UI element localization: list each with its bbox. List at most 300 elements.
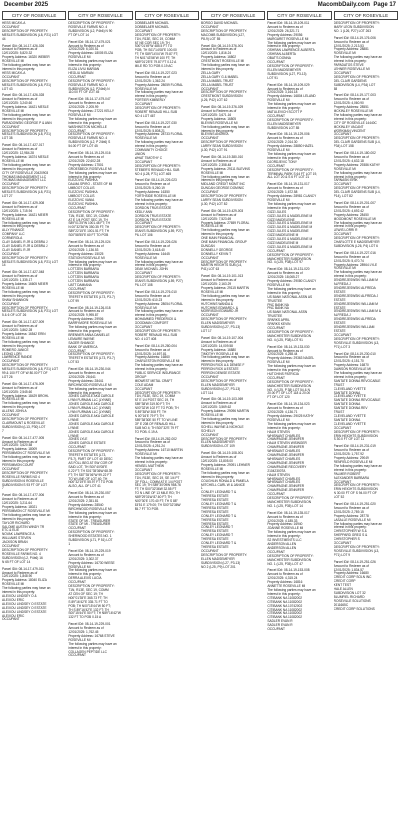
notice-line: Amount to Redeem as of	[201, 278, 237, 283]
notice-line: DESCRIPTION OF PROPERTY:	[201, 259, 248, 264]
notice-line: 12/01/2025: 2,789.15	[333, 509, 364, 514]
notice-line: interest in this property:	[134, 144, 168, 149]
notice-line: JONES CAROLE AKA CAROLE	[68, 421, 114, 426]
notice-line: LOTTZEN BARBARA	[68, 267, 99, 272]
notice-line: Parcel ID#: 08-14-19-108-001	[201, 451, 244, 456]
notice-line: SUBDIVISION (L2, P4b6) N 90	[68, 28, 113, 33]
notice-line: SADLER EVAN R	[267, 623, 293, 628]
notice-line: OCCUPANT	[134, 386, 153, 391]
notice-line: MACOMB SUBDIVISION (L27,	[201, 32, 245, 37]
notice-line: DESCRIPTION OF PROPERTY:	[267, 553, 314, 558]
notice-line: DEL CLAIR GARDENS SUB (L4,	[333, 140, 381, 145]
notice-line: DESCRIPTION OF PROPERTY:	[333, 545, 380, 549]
notice-line: interest in this property:	[201, 359, 235, 364]
notice-line: 12/01/2025: 4,632.18	[333, 158, 364, 163]
notice-line: OCCUPANT	[201, 432, 219, 437]
notice-line: NO. 1 (L25, P35) LOT 14	[267, 503, 303, 508]
notice-line: Amount to Redeem as of	[68, 101, 104, 106]
notice-line: LOT 38	[2, 136, 13, 141]
notice-line: AT CEN OF SEC 19; TH	[68, 591, 103, 596]
notice-line: JONES CAROLE ESTATE	[68, 441, 106, 446]
notice-line: interest in this property:	[333, 224, 367, 229]
notice-line: Parcel ID#: 08-14-19-101-013	[201, 274, 244, 279]
notice-line: GIZZI MADELEINE	[267, 217, 295, 222]
notice-line: ANDERSON ALLEN	[267, 545, 297, 550]
notice-line: ANDERSON ALLEN	[267, 542, 297, 546]
notice-line: Property Address: 28964 LYLE	[333, 262, 378, 267]
notice-line: OBAT'S DONNA	[267, 56, 291, 61]
column-header: CITY OF ROSEVILLE	[2, 11, 66, 20]
notice-line: AS FOLL BEG AT SW COR OF	[68, 460, 113, 465]
notice-line: S89°01'25"W 1001.48 FT; TH	[68, 221, 110, 226]
notice-line: KENT TEST	[333, 583, 352, 588]
notice-line: Amount to Redeem as of	[333, 448, 369, 453]
notice-line: OCCUPANT	[201, 374, 219, 379]
notice-line: Parcel ID#: 08-14-19-282-002	[134, 436, 177, 441]
notice-line: CREDIT CORP	[333, 579, 356, 584]
notice-line: 54.00 FT OF LOT 45	[68, 144, 98, 149]
notice-line: OCCUPANT	[68, 580, 86, 585]
notice-line: OCCUPANT	[333, 182, 352, 187]
notice-line: Amount to Redeem as of	[333, 39, 369, 44]
notice-line: Parcel ID#: 08-14-19-176-006	[333, 35, 376, 40]
notice-line: Amount to Redeem as of	[267, 136, 303, 141]
notice-line: Parcel ID#: 08-14-19-129-024	[68, 240, 111, 245]
notice-line: Property Address: 16804 LELAND	[267, 94, 316, 99]
notice-line: CLAIRMOUNT & ROSEVILLE	[2, 420, 45, 425]
notice-line: 12/01/2025: 4,185.33	[267, 518, 298, 523]
notice-line: BLUMFIEL RICHARD	[333, 594, 365, 599]
notice-line: 53'51 E 179.00; TH S00°32'36W	[134, 502, 181, 507]
notice-line: SALOME AUSTIN WINDY TR	[2, 524, 45, 529]
notice-line: 12/01/2025: 2,163.29	[201, 282, 232, 287]
notice-line: interest in this property:	[2, 166, 36, 171]
notice-line: The following parties may have an	[2, 586, 51, 591]
notice-line: CHAMPAGNE RECOVERY	[267, 464, 307, 469]
notice-line: DESCRIPTION OF PROPERTY:	[134, 225, 181, 230]
notice-line: SANTATE DONNA REVOCABLE	[333, 378, 381, 383]
notice-line: interest in this property:	[267, 534, 301, 539]
notice-line: DESCRIPTION OF PROPERTY:	[201, 378, 248, 383]
notice-line: The following parties may have an	[134, 90, 184, 95]
notice-line: interest in this property:	[267, 425, 301, 430]
notice-line: GIZZI JULES & MADELEINE M	[267, 237, 313, 242]
notice-line: ROSEVILLE MI	[68, 637, 91, 642]
notice-line: CHRISTOPHER W S &	[333, 529, 367, 534]
notice-line: 12/01/2025: 1,816.24	[201, 51, 232, 56]
notice-line: 12/01/2025: 9,995.87	[68, 313, 99, 318]
notice-line: ZELLA MABEL TRUST	[201, 78, 234, 83]
notice-line: TARNASKI ERIK	[333, 178, 358, 183]
notice-line: CLEVELAND YVETTE	[333, 394, 366, 399]
notice-line: The following parties may have an	[134, 259, 184, 264]
notice-line: 1	[68, 542, 71, 546]
notice-line: DESCRIPTION OF PROPERTY:	[267, 252, 314, 257]
notice-line: interest in this property:	[68, 263, 102, 268]
notice-line: Property Address: 29025 KATHY	[267, 414, 314, 418]
notice-line: interest in this property:	[201, 128, 235, 133]
notice-line: N00°32'W 102 FT TO POB; TH	[134, 406, 179, 411]
notice-line: Property Address: 28054 FLORAL	[134, 301, 184, 306]
notice-line: LEWIS LORRI R	[333, 228, 358, 233]
legal-notice	[135, 291, 199, 342]
notice-line: S00°15'44"E 50 FT; TH N89°16'42"W	[68, 611, 121, 616]
notice-line: OCCUPANT	[134, 28, 153, 33]
notice-line: Property Address: 18005 ELIZA	[68, 51, 114, 56]
notice-line: CITIBANK NA 11082002	[267, 607, 302, 612]
notice-line: FT; TH S00°32'36W 32.55 FT	[134, 487, 177, 492]
notice-line: 12/01/2025: 13,805.00	[201, 459, 233, 464]
notice-line: ROSEVILLE MI	[2, 59, 25, 64]
notice-line: P71) LOT 9	[333, 552, 351, 557]
notice-line: HESS MICAYLA	[2, 70, 26, 75]
notice-line: The following parties may have an	[333, 55, 383, 60]
notice-line: ROSEVILLE MI	[201, 413, 224, 418]
notice-line: Property Address: 16605 MEIER	[2, 282, 49, 287]
notice-line: GORDON TRUS ESTATE	[134, 205, 172, 210]
notice-line: interest in this property:	[134, 263, 168, 268]
legal-notice	[334, 37, 398, 92]
legal-notice	[267, 346, 331, 401]
notice-line: 12/01/2025: 610.23	[134, 297, 163, 302]
notice-line: RENFIELD ROSEVILLE MI	[333, 459, 373, 464]
notice-line: ESTATE	[333, 297, 346, 302]
notice-line: ROSEVILLE MI	[267, 360, 290, 365]
notice-line: THERESA ESTATE	[201, 521, 229, 526]
notice-line: T1N, R13E, SEC 19, COMM	[68, 587, 109, 592]
notice-line: OCCUPANT	[201, 313, 219, 318]
notice-line: DESCRIPTION OF PROPERTY:	[68, 21, 115, 25]
notice-line: ELEZOVIC VANIA	[68, 197, 95, 202]
notice-line: HALM STEVEN	[267, 472, 290, 477]
notice-column	[334, 11, 398, 837]
notice-line: The following parties may have an	[134, 309, 184, 314]
notice-line: The following parties may have an	[2, 220, 51, 225]
notice-line: The following parties may have an	[201, 293, 250, 298]
notice-line: The following parties may have an	[267, 152, 316, 156]
notice-line: LOTTZEN BARBARA	[68, 279, 99, 284]
notice-line: ELLEN MADSEMEYER	[201, 556, 235, 561]
legal-notice	[68, 22, 132, 38]
notice-line: Parcel ID#: 08-14-19-109-029	[267, 82, 310, 87]
notice-line: Amount to Redeem as of	[333, 563, 369, 568]
notice-line: 12/01/2025: 4,251.24	[134, 444, 165, 449]
notice-line: LYNN FURMAN LLC (LYNNE)	[68, 406, 112, 411]
notice-line: 12/01/2025: 14,009.58	[201, 343, 233, 348]
notice-line: OSHRAN LAWRENCE ALBERTA	[267, 48, 315, 53]
notice-column	[2, 11, 66, 837]
notice-line: KEDLY ANN	[134, 209, 153, 214]
notice-line: OCCUPANT	[333, 425, 352, 430]
notice-line: OCCUPANT	[267, 163, 285, 168]
notice-line: PERSIMMON COURT	[2, 462, 34, 467]
notice-line: ELLEN MADSEMEYER	[201, 382, 235, 387]
notice-line: Property Address: 28981 CLANCY	[267, 194, 317, 199]
notice-line: PIL LOT 108	[134, 283, 153, 287]
notice-line: Amount to Redeem as of	[2, 570, 38, 575]
notice-line: interest in this property:	[2, 516, 36, 521]
notice-line: SAID LOT, TH S00°40'08"E	[68, 464, 108, 469]
notice-line: Parcel ID#: 08-14-19-230-057	[68, 491, 111, 496]
notice-line: CONLEY LEONARD T &	[201, 541, 237, 546]
notice-line: JENDREJESWSKI WILLIAM	[333, 325, 375, 330]
notice-line: Amount to Redeem as of	[267, 271, 303, 276]
notice-line: T1N, R13E, SEC 19, COMM	[134, 36, 176, 41]
notice-line: OCCUPANT	[333, 70, 352, 75]
legal-notice	[68, 492, 132, 547]
notice-line: BARRYMORE ROSEVILLE MI	[68, 321, 112, 326]
notice-line: OCCUPANT	[68, 128, 86, 133]
notice-line: Amount to Redeem as of	[134, 440, 170, 445]
notice-line: ESTATE	[333, 328, 346, 333]
notice-line: Property Address: 28850 HAZEL	[267, 144, 314, 149]
notice-line: interest in this property:	[68, 120, 102, 125]
notice-line: GIZZI JULES & MADELEINE M	[267, 244, 313, 249]
column-header: CITY OF ROSEVILLE	[334, 11, 398, 20]
legal-notice	[267, 268, 331, 342]
notice-line: COUGHLIN RONALD & PAMELA	[201, 478, 249, 483]
notice-line: DESCRIPTION OF PROPERTY:	[68, 449, 115, 454]
notice-line: ELLEN MADSEMEYER	[201, 321, 235, 326]
legal-notice	[2, 321, 66, 380]
notice-line: OCCUPANT	[68, 205, 86, 210]
notice-line: The following parties may have an	[201, 470, 250, 475]
notice-line: GIZZI JULES & MADELEINE M	[267, 213, 313, 218]
notice-line: ROSEVILLE MI	[2, 109, 25, 114]
notice-line: interest in this property:	[201, 66, 235, 71]
notice-line: CHAMPAGNE JENNIFER	[267, 445, 305, 450]
notice-line: L	[201, 486, 203, 491]
notice-line: ROSEVILLE MI	[134, 305, 157, 310]
notice-line: HEGLIU MARIAN	[68, 70, 94, 75]
notice-line: interest in this property:	[2, 405, 36, 410]
notice-line: 12/01/2025: 1,362.24	[134, 78, 165, 83]
notice-column	[267, 11, 331, 837]
notice-line: OCCUPANT	[68, 348, 86, 353]
notice-line: ROSEVILLE MI	[2, 397, 25, 402]
notice-line: OCCUPANT	[2, 359, 20, 364]
notice-line: interest in this property:	[2, 590, 36, 595]
notice-line: OCCUPANT	[267, 248, 285, 253]
notice-line: P34) LOT 158	[333, 144, 354, 149]
notice-line: Amount to Redeem as of	[134, 74, 170, 79]
notice-line: LARRY SEAN SUBDIVISION	[201, 197, 243, 202]
notice-line: JONES CAROLE AKA CAROLE	[68, 414, 114, 418]
notice-line: Parcel ID#: 08-14-19-229-001	[68, 622, 111, 627]
notice-line: ROSEVILLE MI	[134, 136, 157, 141]
notice-line: interest in this property:	[267, 290, 301, 295]
notice-line: ROSEVILLE MI	[134, 452, 157, 457]
notice-line: Parcel ID#: 08-14-17-427-048	[2, 270, 45, 275]
notice-line: LOT 26	[2, 374, 13, 379]
notice-line: CLEVELAND YVETTE	[333, 386, 366, 391]
notice-line: DOBBELAER MICHAEL	[134, 24, 170, 29]
notice-line: ELEZOVIC PASHKA	[68, 201, 98, 206]
notice-line: ROSEVILLE MI	[267, 148, 290, 153]
notice-line: DESCRIPTION OF PROPERTY:	[333, 336, 380, 341]
notice-line: 12/01/2025: 3,671.16	[201, 112, 232, 117]
notice-line: ALEXANDER BARBARA	[333, 475, 370, 480]
notice-line: Property Address: 28059 FLORAL	[134, 82, 184, 87]
notice-line: DESCRIPTION OF PROPERTY:	[2, 363, 49, 368]
notice-line: Property Address: 15025	[68, 251, 104, 256]
notice-line: 12/01/2025: 18,065.27	[267, 275, 300, 280]
notice-line: JENDREJESWSKI WILLIAM M	[333, 301, 378, 306]
notice-line: Parcel ID#: 08-14-17-479-047	[68, 97, 111, 102]
notice-line: Amount to Redeem as of	[333, 97, 369, 102]
notice-line: Parcel ID#: 08-14-19-227-023	[134, 70, 177, 75]
notice-line: SUBDIVISION (L27, P3-13)	[267, 71, 307, 76]
notice-line: OCCUPANT	[267, 60, 285, 65]
notice-line: OCCUPANT	[2, 301, 20, 306]
notice-line: 12/01/2025: 1,834.57	[333, 567, 364, 572]
notice-line: LARRY SEAN SUBDIVISION	[201, 144, 243, 149]
notice-line: BANK OF AMERICA	[68, 344, 98, 349]
notice-line: interest in this property:	[201, 420, 235, 425]
notice-line: MESLE'S SUBDIVISION (L8, P21) LOT	[2, 309, 59, 314]
notice-line: interest in this property:	[333, 467, 367, 472]
notice-line: DONNELLY GEORGE	[201, 247, 233, 252]
notice-line: OCCUPANT	[2, 124, 20, 129]
notice-line: AT E 1/4 POST SEC 19, TH	[68, 217, 108, 222]
notice-line: JENDREJESWSKI WILLIAM M &	[333, 309, 381, 314]
notice-line: Parcel ID#: 08-14-19-153-008	[267, 568, 310, 573]
notice-line: Amount to Redeem as of	[134, 182, 170, 187]
notice-line: WHISNANT CHARLES	[267, 449, 301, 454]
notice-line: ESTATE	[333, 305, 346, 310]
notice-line: SUBDIVISION (L71, P 51) LOT	[68, 538, 113, 543]
notice-line: Property Address: 16768 STEVE	[68, 633, 115, 638]
legal-notice	[334, 94, 398, 149]
legal-notice	[135, 241, 199, 288]
notice-line: DESCRIPTION OF PROPERTY:	[68, 352, 115, 357]
notice-column	[201, 11, 265, 837]
notice-line: SCHELLY	[201, 428, 216, 433]
notice-line: Amount to Redeem as of	[333, 505, 369, 510]
notice-line: Property Address: 28450	[333, 212, 369, 217]
notice-line: 7	[2, 428, 4, 433]
notice-line: Amount to Redeem as of	[2, 204, 38, 209]
notice-line: DESCRIPTION OF PROPERTY:	[333, 136, 380, 141]
notice-line: WHISNANT CHARLES	[267, 476, 301, 481]
legal-notice	[334, 353, 398, 443]
notice-line: NO. 4 (L25, P38) LOT 91	[267, 337, 303, 342]
notice-line: MANCHESTER SUBDIVISION	[267, 383, 312, 388]
notice-line: Amount to Redeem as of	[134, 347, 170, 352]
notice-line: Property Address: 16710 MARTIN	[134, 448, 183, 453]
notice-line: S89°38'30E 50 FT TO W LINE	[134, 417, 178, 422]
notice-line: CHARLESTON ROSEVILLE MI	[134, 359, 180, 364]
notice-line: ZELLA MABEL TRUST	[201, 82, 234, 87]
notice-line: Parcel ID#: 08-14-19-103-069	[201, 397, 244, 402]
notice-line: CHAMPAGNE JENNIFER	[267, 437, 305, 442]
notice-line: Amount to Redeem as of	[68, 371, 104, 376]
notice-line: NOVAK LAWRENCE A	[2, 532, 35, 537]
legal-notice	[2, 494, 66, 564]
notice-line: Property Address: 28778	[333, 513, 369, 518]
notice-line: WHISNANT CHARLES	[267, 480, 301, 485]
notice-line: interest in this property:	[68, 328, 102, 333]
notice-line: Amount to Redeem as of	[267, 514, 303, 519]
legal-notice	[334, 202, 398, 249]
notice-line: DESCRIPTION OF PROPERTY:	[2, 417, 49, 421]
notice-line: CITIBANK NA 11082002	[267, 595, 302, 600]
notice-line: interest in this property:	[333, 274, 367, 279]
notice-line: 12/01/2025: 2,014.30	[267, 140, 298, 145]
notice-line: WORKMAN VINCENT	[333, 128, 366, 133]
notice-line: THERESA ESTATE	[201, 498, 229, 503]
legal-notice	[2, 45, 66, 92]
notice-line: 5 & 6 OF LOT 26	[2, 313, 27, 318]
notice-line: ROSEVILLE FARMS NO. 4	[68, 24, 108, 29]
notice-line: Property Address: 16374 MESLE	[2, 155, 49, 159]
notice-line: ROSEVILLE MI	[201, 466, 224, 471]
notice-line: OF FOLL: COMM AT E 1/4 POST	[134, 479, 183, 484]
notice-line: DESCRIPTION OF PROPERTY:	[201, 140, 248, 145]
notice-line: BIRCHWOOD ROSEVILLE MI	[68, 506, 112, 511]
legal-notice	[2, 202, 66, 268]
notice-line: Property Address: 16870	[333, 363, 369, 368]
notice-line: OCCUPANT	[333, 332, 352, 337]
notice-line: Parcel ID#: 08-14-19-251-026	[333, 559, 376, 564]
notice-line: Parcel ID#: 08-14-17-429-008	[2, 200, 45, 205]
notice-line: MESLE'S SUBDIVISION (L8, P21)	[2, 82, 51, 87]
notice-line: TH S 89°16'42"E 132 FT; TH	[68, 607, 109, 612]
notice-line: ELIZA LIVIU MARIAN	[68, 66, 100, 71]
notice-line: SANTATE DONNA REVOCABLE	[333, 398, 381, 403]
notice-line: Parcel ID#: 08-14-17-426-026	[2, 43, 45, 48]
notice-line: Amount to Redeem as of	[68, 155, 104, 159]
notice-line: Parcel ID#: 08-14-19-107-004	[201, 335, 244, 340]
notice-line: DONNELLY KEVIN T	[201, 251, 232, 256]
notice-line: ROSEVILLE MI	[134, 255, 157, 260]
notice-line: ROSEVILLE MI	[333, 166, 356, 171]
notice-line: 2011665C	[333, 602, 349, 607]
notice-line: S2 INVESTMENTS LLC	[267, 538, 302, 543]
notice-line: 12/01/2025: 2,205.99	[68, 105, 99, 110]
notice-line: Parcel ID#: 08-14-17-477-005	[2, 435, 45, 440]
notice-line: DUNCAN GEORGE DOMINIC	[201, 186, 245, 191]
notice-line: CRESTMONT SUBDIVISION	[201, 94, 243, 99]
legal-notice	[2, 271, 66, 318]
notice-line: Amount to Redeem as of	[2, 497, 38, 502]
notice-line: SUBDIVISION (L27, P3-13)	[201, 560, 241, 565]
notice-line: Property Address: 16350	[134, 190, 170, 195]
notice-line: ERIN HEIGHTS SUBDIVISION	[333, 433, 378, 438]
notice-line: interest in this property:	[134, 367, 168, 372]
notice-line: MARTIN HEIGHTS SUB (L4,	[201, 263, 243, 268]
notice-line: ROSEVILLE FARMS NO. 4	[2, 551, 41, 556]
notice-line: Parcel ID#: 08-14-19-226-026	[134, 240, 177, 245]
notice-line: interest in this property:	[2, 343, 36, 348]
notice-line: OCCUPANT	[2, 182, 20, 187]
notice-line: The following parties may have an	[333, 371, 383, 376]
notice-line: DESCRIPTION OF PROPERTY:	[134, 163, 181, 168]
notice-line: DEL CLAIR GARDENS SUB (L4,	[333, 190, 381, 195]
notice-line: SAGER SHANICE	[68, 340, 95, 345]
notice-line: MANCHESTER SUBDIVISION	[267, 256, 312, 261]
notice-line: interest in this property:	[2, 293, 36, 298]
notice-line: 12/01/2025: 7,523.69	[201, 216, 232, 221]
notice-line: OCCUPANT	[2, 74, 20, 79]
notice-line: 12/01/2025: 6,020.51	[68, 47, 99, 52]
notice-line: ROSEVILLE MI	[333, 51, 356, 56]
notice-line: MOODMONT ROSEVILLE MI	[333, 216, 376, 221]
notice-line: LEHNER ROSEVILLE MI	[333, 66, 370, 71]
notice-line: ROSEVILLE MI	[68, 55, 91, 60]
notice-line: DESCRIPTION OF PROPERTY:	[134, 471, 181, 476]
page-number: Page 17	[373, 2, 396, 8]
